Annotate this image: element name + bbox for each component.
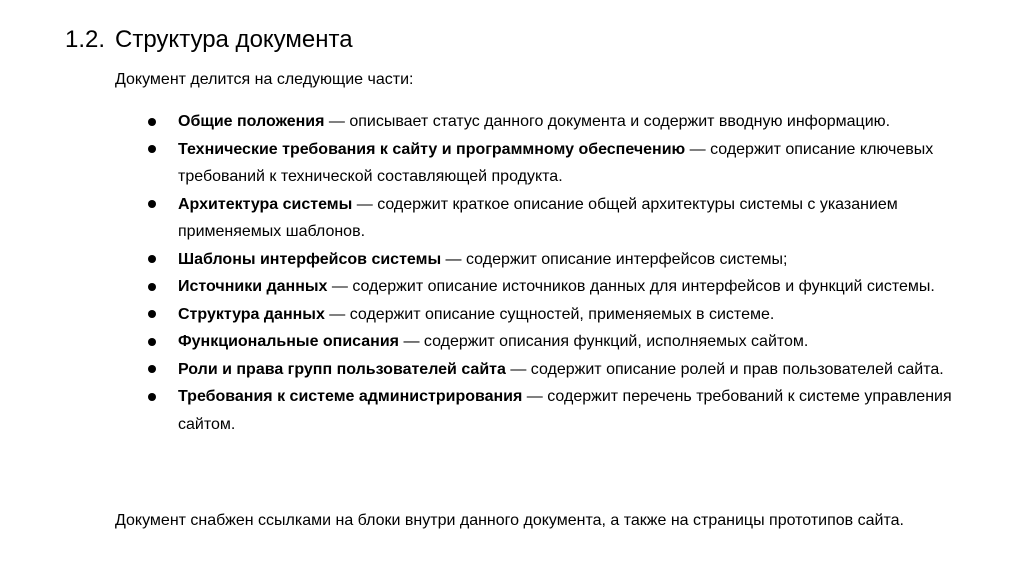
list-item	[0, 273, 968, 301]
document-parts-list	[0, 108, 968, 438]
list-item-title: Общие положения	[178, 113, 325, 130]
intro-paragraph: Документ делится на следующие части:	[115, 71, 414, 88]
list-item-text: — содержит описание ролей и прав пользователей сайта.	[505, 360, 944, 378]
list-item	[0, 328, 968, 356]
bullet-icon	[148, 393, 156, 401]
bullet-icon	[148, 255, 156, 263]
list-item-text: — содержит краткое описание общей архитектуры системы с указанием применяемых шаблонов.	[178, 195, 898, 240]
bullet-icon	[148, 283, 156, 291]
list-item	[0, 136, 968, 191]
list-item-title: Роли и права групп пользователей сайта	[178, 360, 506, 378]
bullet-icon	[148, 310, 156, 318]
bullet-icon	[148, 145, 156, 153]
bullet-icon	[148, 338, 156, 346]
list-item-text: — содержит описания функций, исполняемых сайтом.	[399, 333, 809, 350]
section-number: 1.2.	[65, 26, 106, 53]
section-heading	[65, 24, 353, 56]
list-item-title: Структура данных	[178, 305, 325, 323]
list-item-text: — содержит описание источников данных для интерфейсов и функций системы.	[327, 278, 935, 295]
list-item	[0, 246, 968, 274]
list-item-text: — содержит описание ключевых требований к технической составляющей продукта.	[178, 140, 934, 185]
list-item-title: Архитектура системы	[178, 195, 353, 213]
list-item-title: Источники данных	[178, 278, 328, 295]
bullet-icon	[148, 118, 156, 126]
list-item	[0, 301, 968, 329]
list-item-title: Технические требования к сайту и программному обеспечению	[178, 140, 686, 158]
list-item-text: — описывает статус данного документа и содержит вводную информацию.	[324, 113, 891, 130]
list-item-text: — содержит перечень требований к системе управления сайтом.	[178, 388, 952, 433]
list-item-text: — содержит описание интерфейсов системы;	[441, 250, 788, 268]
list-item-title: Функциональные описания	[178, 333, 400, 350]
section-title: Структура документа	[115, 26, 353, 53]
list-item-title: Требования к системе администрирования	[178, 388, 523, 405]
list-item-text: — содержит описание сущностей, применяемых в системе.	[324, 305, 775, 323]
list-item	[0, 383, 968, 438]
closing-paragraph: Документ снабжен ссылками на блоки внутри данного документа, а также на страницы прототипов сайта.	[115, 512, 904, 529]
list-item	[0, 356, 968, 384]
list-item-title: Шаблоны интерфейсов системы	[178, 250, 442, 268]
bullet-icon	[148, 365, 156, 373]
bullet-icon	[148, 200, 156, 208]
list-item	[0, 191, 968, 246]
list-item	[0, 108, 968, 136]
